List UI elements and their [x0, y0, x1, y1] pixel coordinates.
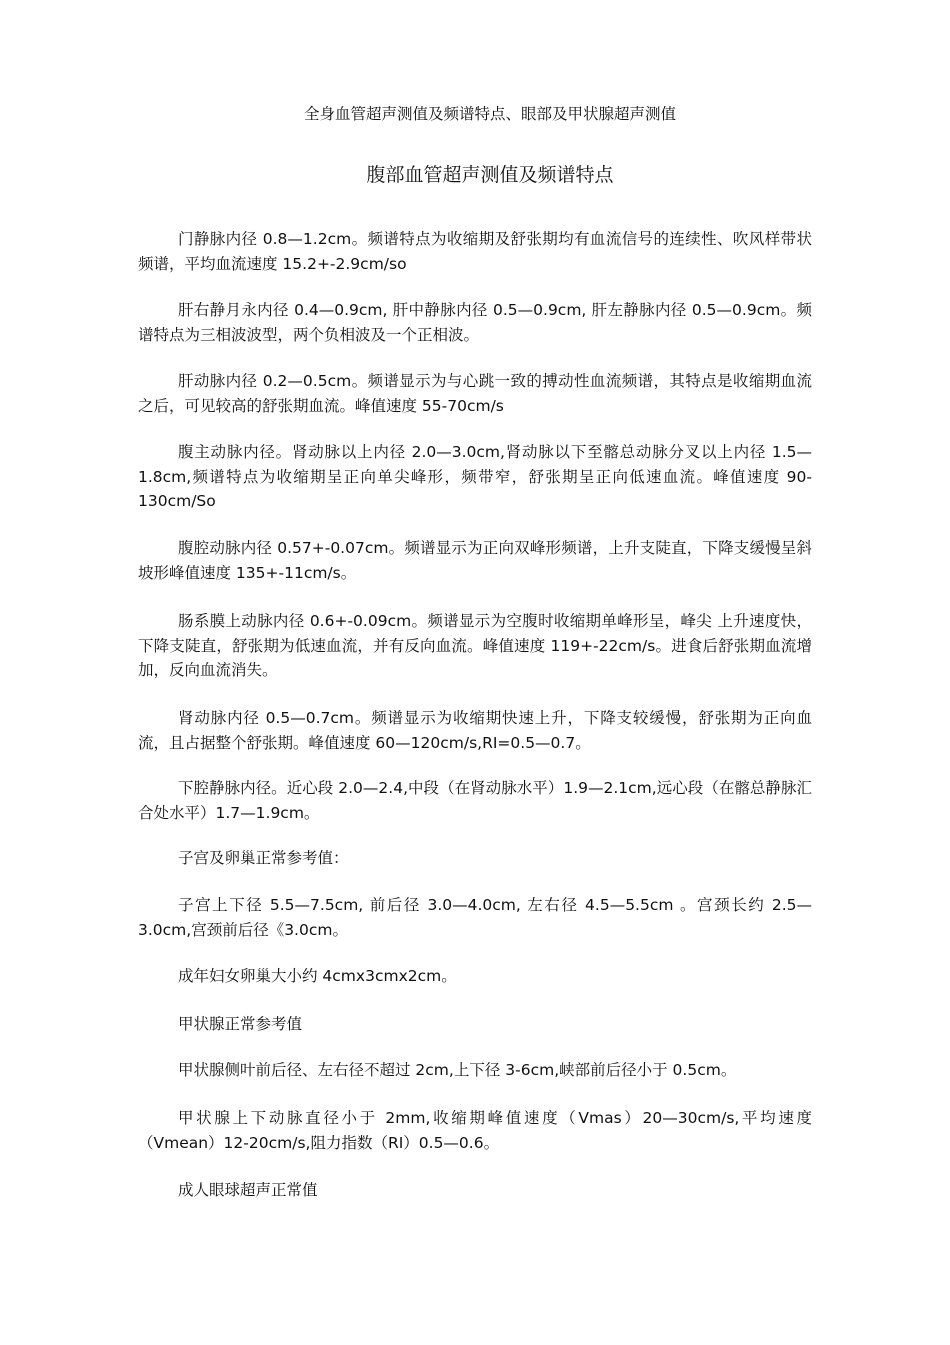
section-title: 腹部血管超声测值及频谱特点: [366, 164, 614, 186]
paragraph-uterus-ovary-heading: 子宫及卵巢正常参考值：: [178, 849, 349, 867]
paragraph-abdominal-aorta: 腹主动脉内径。肾动脉以上内径 2.0—3.0cm,肾动脉以下至髂总动脉分叉以上内径 1.5—1.8cm,频谱特点为收缩期呈正向单尖峰形，频带窄，舒张期呈正向低速血流。峰值速度 90-130cm/So: [138, 443, 812, 510]
paragraph-portal-vein: 门静脉内径 0.8—1.2cm。频谱特点为收缩期及舒张期均有血流信号的连续性、吹风样带状频谱，平均血流速度 15.2+-2.9cm/so: [138, 230, 812, 273]
paragraph-thyroid-arteries: 甲状腺上下动脉直径小于 2mm,收缩期峰值速度（Vmas）20—30cm/s,平均速度（Vmean）12-20cm/s,阻力指数（RI）0.5—0.6。: [138, 1109, 812, 1152]
paragraph-thyroid-heading: 甲状腺正常参考值: [178, 1015, 303, 1033]
paragraph-renal-artery: 肾动脉内径 0.5—0.7cm。频谱显示为收缩期快速上升，下降支较缓慢，舒张期为正向血流，且占据整个舒张期。峰值速度 60—120cm/s,RI=0.5—0.7。: [138, 709, 812, 752]
paragraph-eye-heading: 成人眼球超声正常值: [178, 1181, 318, 1199]
document-title: 全身血管超声测值及频谱特点、眼部及甲状腺超声测值: [303, 105, 676, 123]
paragraph-inferior-vena-cava: 下腔静脉内径。近心段 2.0—2.4,中段（在肾动脉水平）1.9—2.1cm,远心段（在髂总静脉汇合处水平）1.7—1.9cm。: [138, 779, 812, 822]
paragraph-celiac-artery: 腹腔动脉内径 0.57+-0.07cm。频谱显示为正向双峰形频谱，上升支陡直，下降支缓慢呈斜坡形峰值速度 135+-11cm/s。: [138, 539, 812, 582]
paragraph-uterus-dimensions: 子宫上下径 5.5—7.5cm, 前后径 3.0—4.0cm, 左右径 4.5—5.5cm 。宫颈长约 2.5—3.0cm,宫颈前后径《3.0cm。: [138, 896, 812, 939]
paragraph-thyroid-dimensions: 甲状腺侧叶前后径、左右径不超过 2cm,上下径 3-6cm,峡部前后径小于 0.5cm。: [178, 1061, 737, 1079]
paragraph-ovary-size: 成年妇女卵巢大小约 4cmx3cmx2cm。: [178, 967, 457, 985]
paragraph-hepatic-veins: 肝右静月永内径 0.4—0.9cm, 肝中静脉内径 0.5—0.9cm, 肝左静脉内径 0.5—0.9cm。频谱特点为三相波波型，两个负相波及一个正相波。: [138, 301, 812, 344]
paragraph-hepatic-artery: 肝动脉内径 0.2—0.5cm。频谱显示为与心跳一致的搏动性血流频谱，其特点是收缩期血流之后，可见较高的舒张期血流。峰值速度 55-70cm/s: [138, 372, 812, 415]
paragraph-superior-mesenteric-artery: 肠系膜上动脉内径 0.6+-0.09cm。频谱显示为空腹时收缩期单峰形呈，峰尖 上升速度快，下降支陡直，舒张期为低速血流，并有反向血流。峰值速度 119+-22cm/s。进食后舒张期血流增加，反向血流消失。: [138, 612, 812, 679]
